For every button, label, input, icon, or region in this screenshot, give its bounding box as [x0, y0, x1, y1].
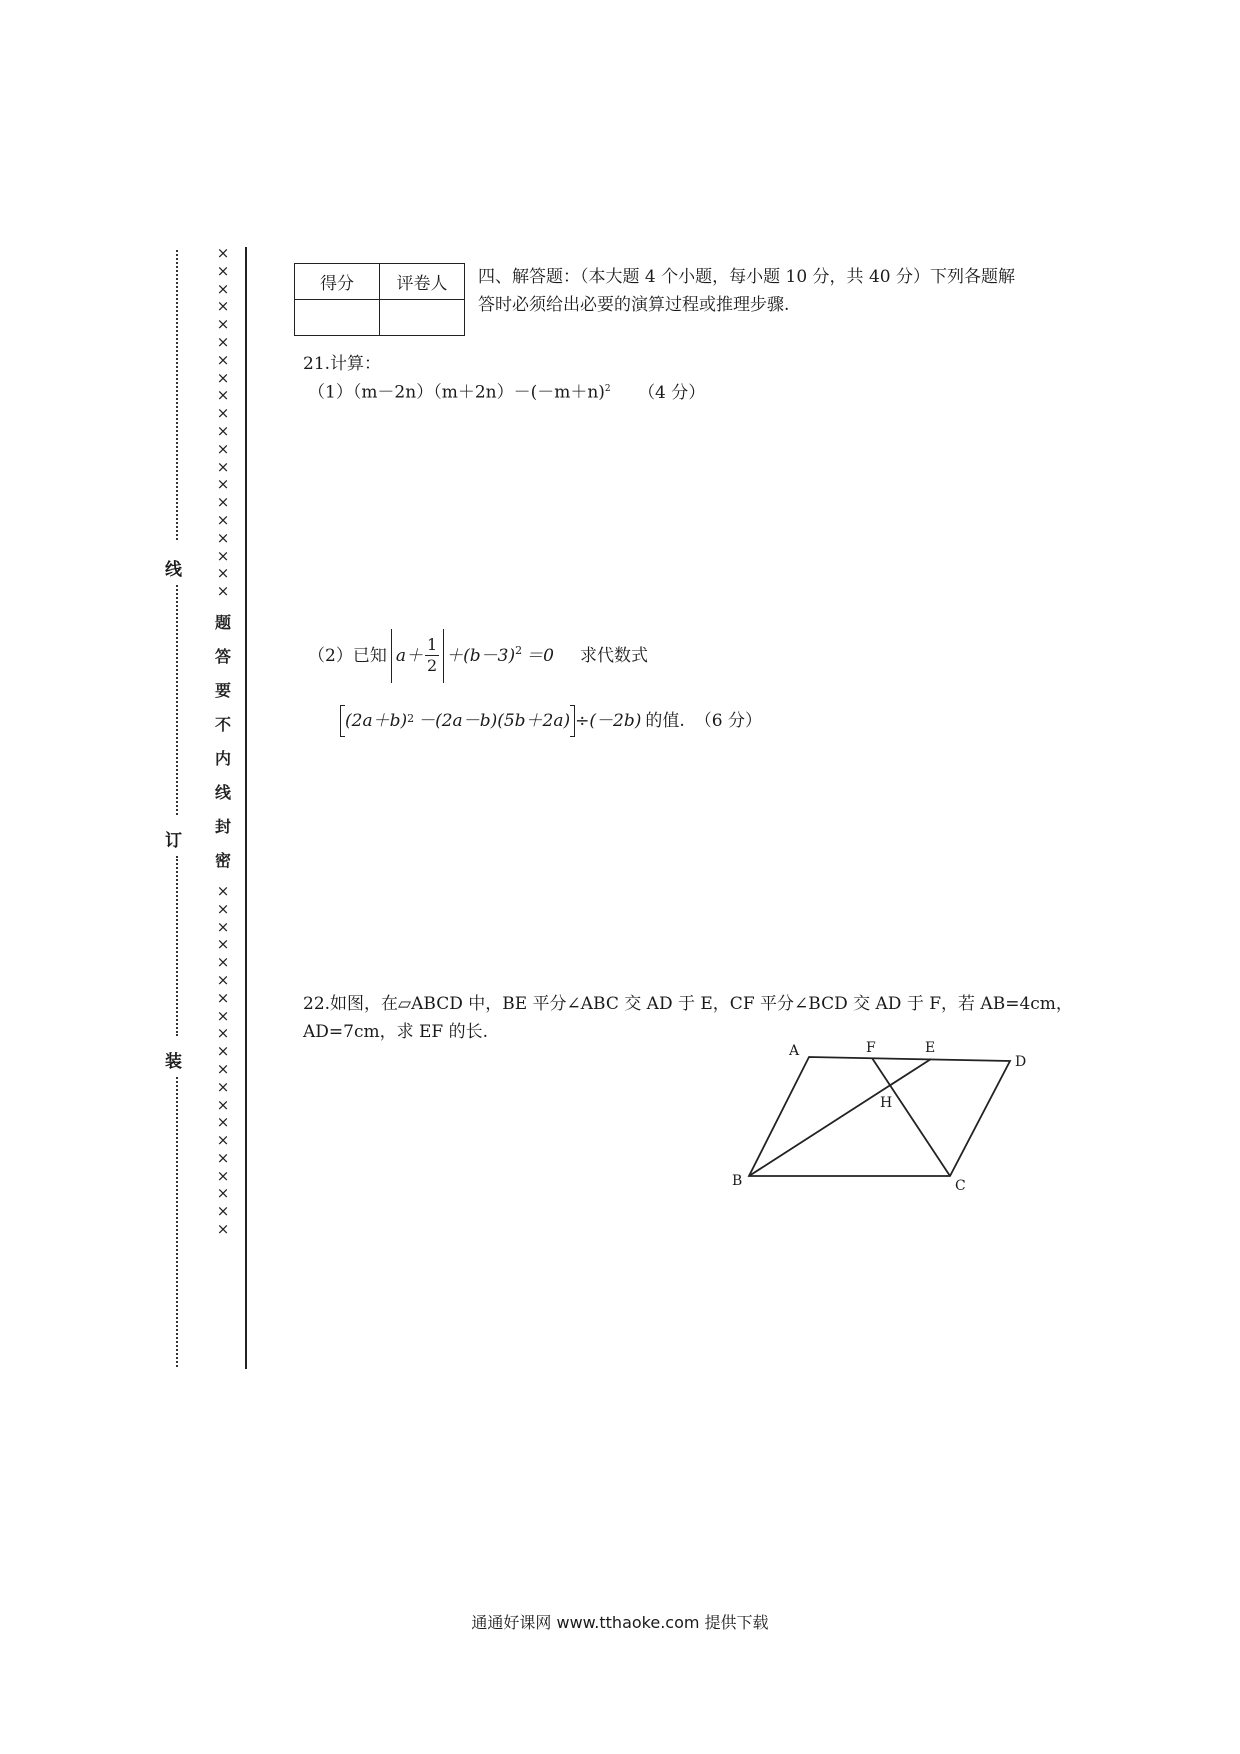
x-mark: ×	[216, 1113, 230, 1132]
q21-part1-score: （4 分）	[638, 382, 706, 403]
q21-part2-exp: 2	[515, 644, 523, 657]
x-mark: ×	[216, 261, 230, 280]
expr1: (2a＋b)	[345, 711, 408, 731]
x-mark: ×	[216, 368, 230, 387]
x-mark: ×	[216, 1006, 230, 1025]
footer-source: 通通好课网 www.tthaoke.com 提供下载	[471, 1613, 769, 1632]
score-table	[294, 263, 465, 336]
x-mark: ×	[216, 917, 230, 936]
section-header	[478, 263, 1038, 319]
label-e: E	[925, 1040, 936, 1056]
x-mark: ×	[216, 475, 230, 494]
x-mark: ×	[216, 386, 230, 405]
dotted-line-mid2	[176, 856, 178, 1036]
x-mark: ×	[216, 988, 230, 1007]
label-f: F	[866, 1040, 876, 1056]
q21-part2-score: （6 分）	[694, 711, 762, 731]
q21-part2-eq: ＝0	[526, 645, 554, 666]
x-mark: ×	[216, 244, 230, 262]
x-mark: ×	[216, 1148, 230, 1167]
x-mark: ×	[216, 1059, 230, 1078]
margin-rule	[245, 247, 247, 1369]
dotted-line-bottom	[176, 1077, 178, 1367]
seal-warning-char: 线	[214, 782, 231, 802]
abs-value	[391, 629, 444, 683]
segment-cf	[872, 1058, 950, 1176]
score-header: 得分	[295, 264, 380, 300]
dotted-line-mid1	[176, 585, 178, 815]
x-mark: ×	[216, 1042, 230, 1061]
parallelogram-abcd	[749, 1057, 1010, 1176]
q22-line2: AD=7cm，求 EF 的长.	[303, 1022, 489, 1042]
x-mark: ×	[216, 404, 230, 423]
x-mark: ×	[216, 582, 230, 601]
label-h: H	[880, 1095, 893, 1111]
x-mark: ×	[216, 528, 230, 547]
expr-tail: 的值.	[645, 711, 685, 731]
x-mark: ×	[216, 899, 230, 918]
expr2: －(2a－b)(5b＋2a)	[418, 711, 571, 731]
dotted-line-top	[176, 250, 178, 540]
fraction-denominator: 2	[426, 656, 438, 675]
grader-header: 评卷人	[380, 264, 465, 300]
x-mark: ×	[216, 564, 230, 583]
x-mark: ×	[216, 1024, 230, 1043]
margin-label-ding: 订	[165, 831, 182, 851]
margin-label-xian: 线	[165, 560, 182, 580]
q21-part2-expression	[340, 705, 762, 737]
x-mark: ×	[216, 1166, 230, 1185]
label-d: D	[1015, 1054, 1027, 1070]
x-mark: ×	[216, 297, 230, 316]
x-mark: ×	[216, 332, 230, 351]
divisor: ÷(－2b)	[575, 711, 642, 731]
x-mark: ×	[216, 421, 230, 440]
q21-part2-rest: ＋(b－3)	[446, 645, 516, 666]
abs-a: a＋	[395, 645, 423, 666]
q21-part1-exp: 2	[604, 384, 611, 394]
label-c: C	[955, 1178, 966, 1194]
margin-label-zhuang: 装	[165, 1052, 182, 1072]
q21-part1-expr: （1）（m－2n）（m＋2n）－(－m＋n)	[308, 382, 605, 403]
parallelogram-figure	[720, 1030, 1040, 1200]
x-mark: ×	[216, 1077, 230, 1096]
x-mark: ×	[216, 510, 230, 529]
x-mark: ×	[216, 1131, 230, 1150]
seal-warning-char: 密	[214, 850, 231, 870]
seal-warning-char: 题	[214, 612, 231, 632]
seal-warning-char: 不	[214, 714, 231, 734]
section-header-line1: 四、解答题：（本大题 4 个小题，每小题 10 分，共 40 分）下列各题解	[478, 267, 1016, 287]
seal-warning-char: 封	[214, 816, 231, 836]
x-mark: ×	[216, 935, 230, 954]
expr1-exp: 2	[407, 712, 415, 725]
x-mark: ×	[216, 315, 230, 334]
x-mark: ×	[216, 457, 230, 476]
seal-warning-char: 内	[214, 748, 231, 768]
score-cell[interactable]	[295, 300, 380, 336]
label-b: B	[732, 1173, 743, 1189]
x-mark: ×	[216, 970, 230, 989]
seal-warning-column	[213, 245, 233, 1239]
x-mark: ×	[216, 1184, 230, 1203]
x-mark: ×	[216, 546, 230, 565]
segment-be	[749, 1059, 931, 1176]
seal-warning-char: 答	[214, 646, 231, 666]
x-mark: ×	[216, 439, 230, 458]
x-mark: ×	[216, 350, 230, 369]
x-mark: ×	[216, 1202, 230, 1221]
label-a: A	[789, 1043, 800, 1059]
fraction	[425, 635, 439, 676]
x-mark: ×	[216, 1095, 230, 1114]
x-mark: ×	[216, 279, 230, 298]
q21-part2	[308, 633, 648, 678]
x-mark: ×	[216, 953, 230, 972]
grader-cell[interactable]	[380, 300, 465, 336]
x-mark: ×	[216, 493, 230, 512]
q21-part1	[308, 375, 705, 407]
x-mark: ×	[216, 1220, 230, 1239]
fraction-numerator: 1	[426, 635, 438, 654]
seal-warning-char: 要	[214, 680, 231, 700]
section-header-line2: 答时必须给出必要的演算过程或推理步骤.	[478, 295, 790, 315]
q21-part2-prefix: （2）已知	[308, 645, 387, 666]
q21-part2-ask: 求代数式	[579, 645, 648, 666]
q21-title: 21.计算：	[303, 354, 382, 374]
q22-line1: 22.如图，在▱ABCD 中，BE 平分∠ABC 交 AD 于 E，CF 平分∠BCD 交 AD 于 F，若 AB=4cm，	[303, 994, 1073, 1014]
x-mark: ×	[216, 881, 230, 900]
